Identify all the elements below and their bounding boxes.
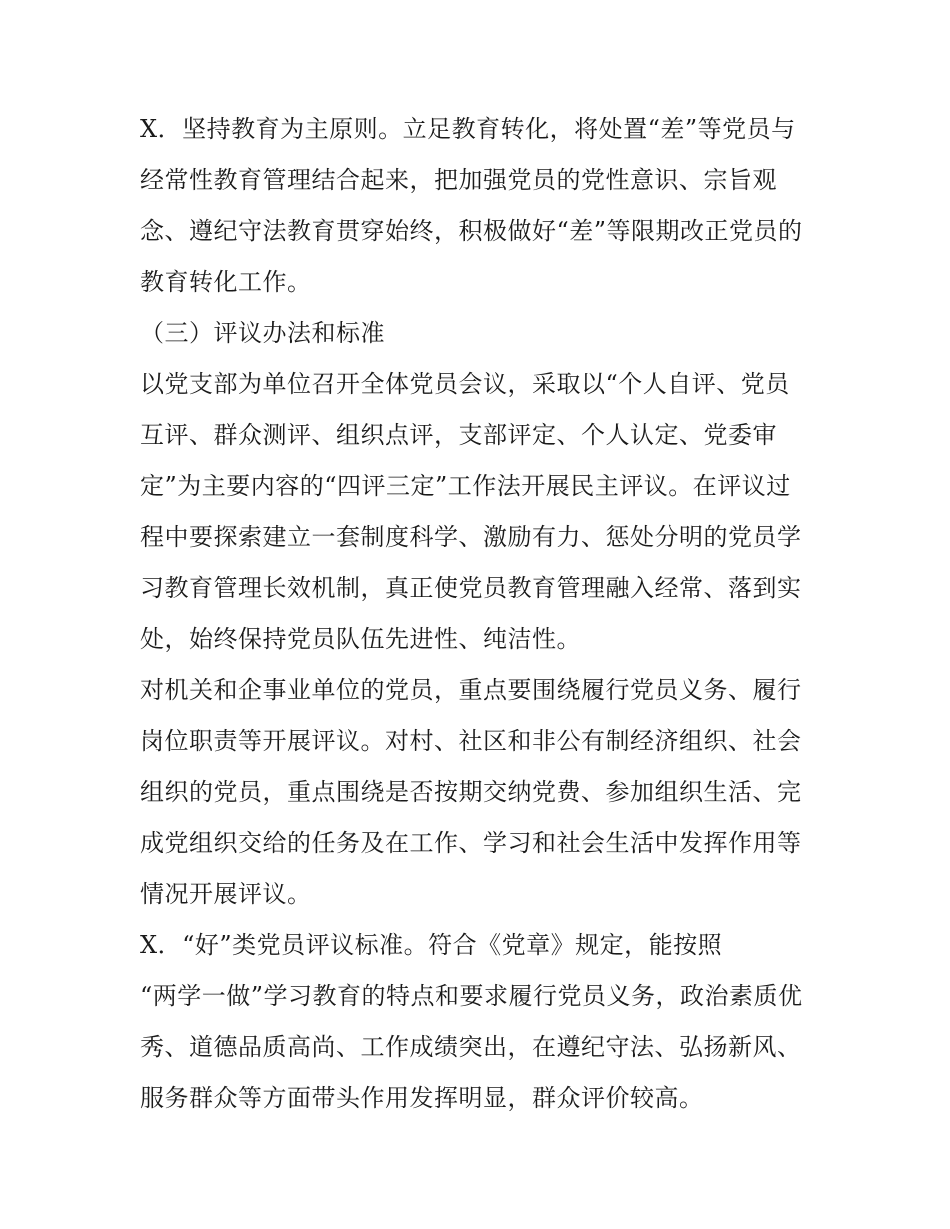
text-line: 程中要探索建立一套制度科学、激励有力、惩处分明的党员学 — [140, 523, 802, 551]
text-line: 成党组织交给的任务及在工作、学习和社会生活中发挥作用等 — [140, 829, 802, 857]
text-line: 岗位职责等开展评议。对村、社区和非公有制经济组织、社会 — [140, 727, 802, 755]
section-heading: （三）评议办法和标准 — [140, 319, 385, 347]
text-line: 以党支部为单位召开全体党员会议，采取以“个人自评、党员 — [140, 370, 790, 398]
text-line: 组织的党员，重点围绕是否按期交纳党费、参加组织生活、完 — [140, 778, 802, 806]
text-line: 经常性教育管理结合起来，把加强党员的党性意识、宗旨观 — [140, 166, 777, 194]
text-line: “两学一做”学习教育的特点和要求履行党员义务，政治素质优 — [140, 982, 803, 1010]
text-line: 处，始终保持党员队伍先进性、纯洁性。 — [140, 625, 581, 653]
text-line: 服务群众等方面带头作用发挥明显，群众评价较高。 — [140, 1084, 704, 1112]
text-line: 秀、道德品质高尚、工作成绩突出，在遵纪守法、弘扬新风、 — [140, 1033, 802, 1061]
text-line: 对机关和企事业单位的党员，重点要围绕履行党员义务、履行 — [140, 676, 802, 704]
text-line: 习教育管理长效机制，真正使党员教育管理融入经常、落到实 — [140, 574, 802, 602]
text-line: 定”为主要内容的“四评三定”工作法开展民主评议。在评议过 — [140, 472, 791, 500]
document-body — [140, 104, 820, 1124]
text-line: 互评、群众测评、组织点评，支部评定、个人认定、党委审 — [140, 421, 777, 449]
text-line: X．“好”类党员评议标准。符合《党章》规定，能按照 — [140, 931, 723, 959]
text-line: 念、遵纪守法教育贯穿始终，积极做好“差”等限期改正党员的 — [140, 217, 803, 245]
text-line: X．坚持教育为主原则。立足教育转化，将处置“差”等党员与 — [140, 115, 796, 143]
text-line: 教育转化工作。 — [140, 268, 312, 296]
text-line: 情况开展评议。 — [140, 880, 312, 908]
